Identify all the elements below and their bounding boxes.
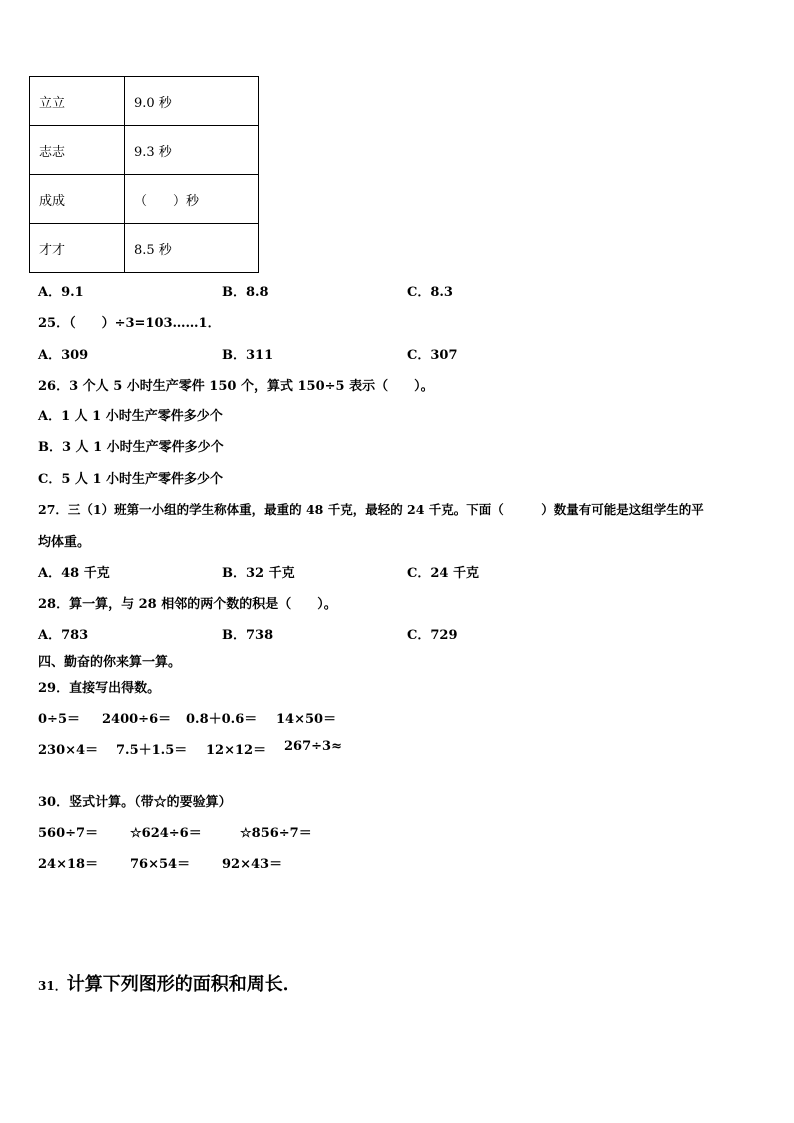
section-heading: 四、勤奋的你来算一算。 bbox=[38, 655, 182, 670]
q30-stem: 30．竖式计算。（带☆的要验算） bbox=[38, 795, 232, 810]
q31-heading bbox=[38, 970, 301, 996]
table-row bbox=[30, 224, 259, 273]
q25-stem: 25．（ ）÷3=103……1． bbox=[38, 316, 221, 331]
q29-problem: 14×50＝ bbox=[276, 712, 337, 727]
q29-problem: 267÷3≈ bbox=[284, 739, 342, 754]
table-cell-time: 8.5 秒 bbox=[125, 224, 259, 273]
q29-problem: 0.8＋0.6＝ bbox=[186, 712, 258, 727]
q30-problem: 76×54＝ bbox=[130, 857, 191, 872]
q24-option-b: B．8.8 bbox=[222, 285, 269, 300]
q24-option-a: A．9.1 bbox=[38, 285, 84, 300]
table-cell-time: （ ）秒 bbox=[125, 175, 259, 224]
q25-option-b: B．311 bbox=[222, 348, 274, 363]
table-cell-time: 9.0 秒 bbox=[125, 77, 259, 126]
q26-option-b: B．3 人 1 小时生产零件多少个 bbox=[38, 440, 224, 455]
q31-number: 31． bbox=[38, 979, 67, 993]
q27-option-b: B．32 千克 bbox=[222, 566, 295, 581]
q31-text: 计算下列图形的面积和周长． bbox=[66, 974, 301, 995]
table-cell-name: 才才 bbox=[30, 224, 125, 273]
table-row bbox=[30, 126, 259, 175]
table-cell-name: 志志 bbox=[30, 126, 125, 175]
q28-option-a: A．783 bbox=[38, 628, 89, 643]
q24-option-c: C．8.3 bbox=[407, 285, 453, 300]
q25-option-c: C．307 bbox=[407, 348, 458, 363]
q27-option-c: C．24 千克 bbox=[407, 566, 479, 581]
q28-option-b: B．738 bbox=[222, 628, 274, 643]
runner-times-table bbox=[29, 76, 259, 273]
table-cell-time: 9.3 秒 bbox=[125, 126, 259, 175]
q29-problem: 7.5＋1.5＝ bbox=[116, 743, 188, 758]
q26-stem: 26．3 个人 5 小时生产零件 150 个，算式 150÷5 表示（ ）。 bbox=[38, 379, 434, 394]
q29-problem: 12×12＝ bbox=[206, 743, 267, 758]
q27-stem-continued: 均体重。 bbox=[38, 535, 91, 550]
table-row bbox=[30, 175, 259, 224]
table-row bbox=[30, 77, 259, 126]
q28-stem: 28．算一算，与 28 相邻的两个数的积是（ ）。 bbox=[38, 597, 337, 612]
table-cell-name: 立立 bbox=[30, 77, 125, 126]
q30-problem: ☆856÷7＝ bbox=[240, 826, 312, 841]
q30-problem: 560÷7＝ bbox=[38, 826, 99, 841]
q29-problem: 230×4＝ bbox=[38, 743, 99, 758]
q26-option-a: A．1 人 1 小时生产零件多少个 bbox=[38, 409, 223, 424]
q26-option-c: C．5 人 1 小时生产零件多少个 bbox=[38, 472, 224, 487]
table-cell-name: 成成 bbox=[30, 175, 125, 224]
q29-problem: 2400÷6＝ bbox=[102, 712, 172, 727]
q28-option-c: C．729 bbox=[407, 628, 458, 643]
q29-stem: 29．直接写出得数。 bbox=[38, 681, 161, 696]
q27-stem: 27．三（1）班第一小组的学生称体重，最重的 48 千克，最轻的 24 千克。下面（ ）数量有可能是这组学生的平 bbox=[38, 502, 704, 517]
q30-problem: ☆624÷6＝ bbox=[130, 826, 202, 841]
q30-problem: 24×18＝ bbox=[38, 857, 99, 872]
q27-option-a: A．48 千克 bbox=[38, 566, 110, 581]
q29-problem: 0÷5＝ bbox=[38, 712, 80, 727]
q30-problem: 92×43＝ bbox=[222, 857, 283, 872]
q25-option-a: A．309 bbox=[38, 348, 89, 363]
